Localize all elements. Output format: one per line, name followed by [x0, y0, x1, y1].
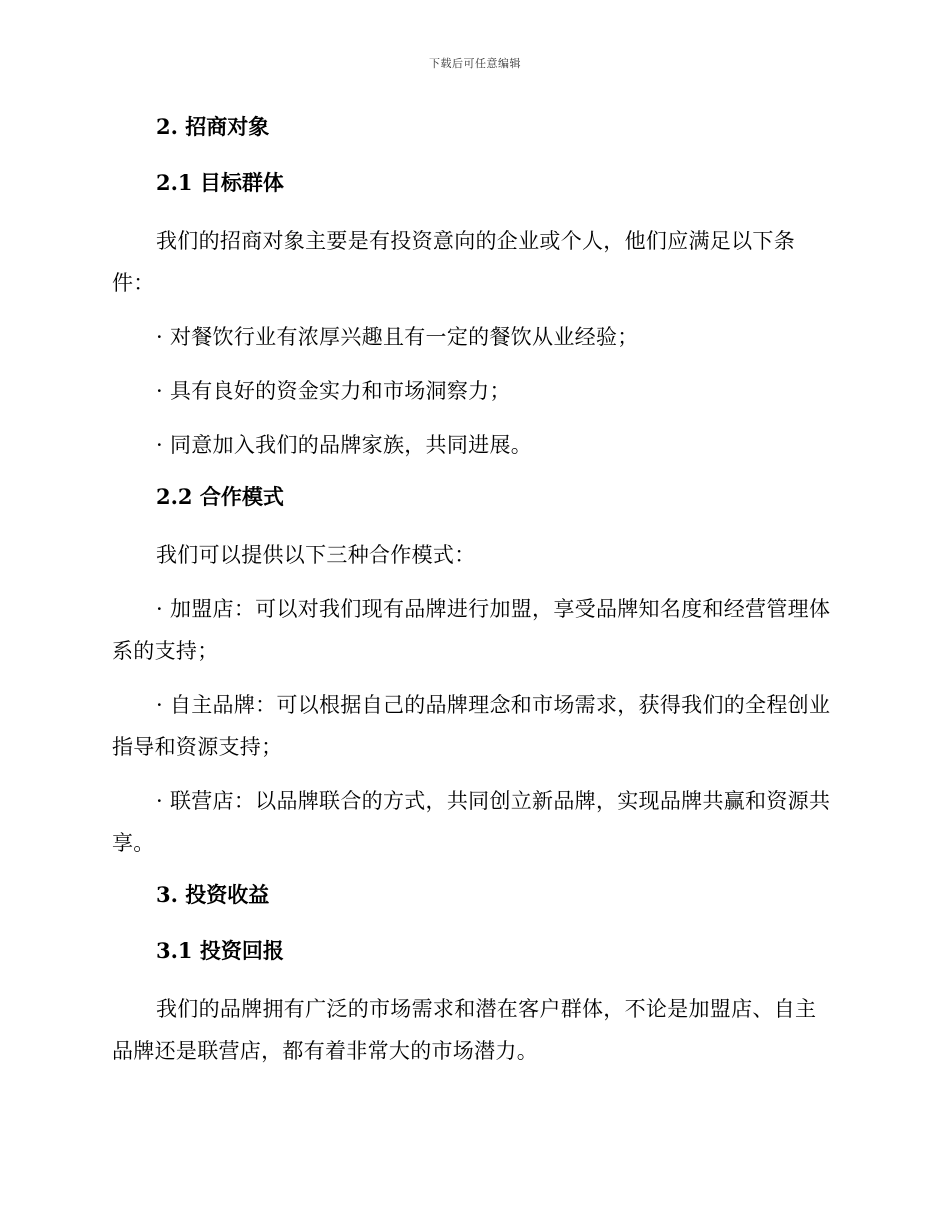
section-2-1-heading: 2.1 目标群体: [156, 170, 284, 195]
mode-item: · 自主品牌：可以根据自己的品牌理念和市场需求，获得我们的全程创业指导和资源支持；: [112, 693, 831, 759]
section-2-2-intro: 我们可以提供以下三种合作模式：: [156, 543, 476, 567]
section-3-1-heading: 3.1 投资回报: [156, 938, 284, 963]
condition-item: · 具有良好的资金实力和市场洞察力；: [156, 379, 511, 403]
page-header-note: 下载后可任意编辑: [429, 57, 521, 70]
document-body: [112, 108, 832, 1084]
mode-item: · 加盟店：可以对我们现有品牌进行加盟，享受品牌知名度和经营管理体系的支持；: [112, 597, 831, 663]
condition-item: · 对餐饮行业有浓厚兴趣且有一定的餐饮从业经验；: [156, 325, 639, 349]
mode-item: · 联营店：以品牌联合的方式，共同创立新品牌，实现品牌共赢和资源共享。: [112, 789, 831, 855]
condition-item: · 同意加入我们的品牌家族，共同进展。: [156, 433, 533, 457]
section-2-heading: 2. 招商对象: [156, 114, 270, 139]
section-3-1-body: 我们的品牌拥有广泛的市场需求和潜在客户群体，不论是加盟店、自主品牌还是联营店，都有着非常大的市场潜力。: [112, 997, 817, 1063]
section-2-2-heading: 2.2 合作模式: [156, 484, 284, 509]
section-2-1-intro: 我们的招商对象主要是有投资意向的企业或个人，他们应满足以下条件：: [112, 229, 795, 295]
section-3-heading: 3. 投资收益: [156, 882, 270, 907]
